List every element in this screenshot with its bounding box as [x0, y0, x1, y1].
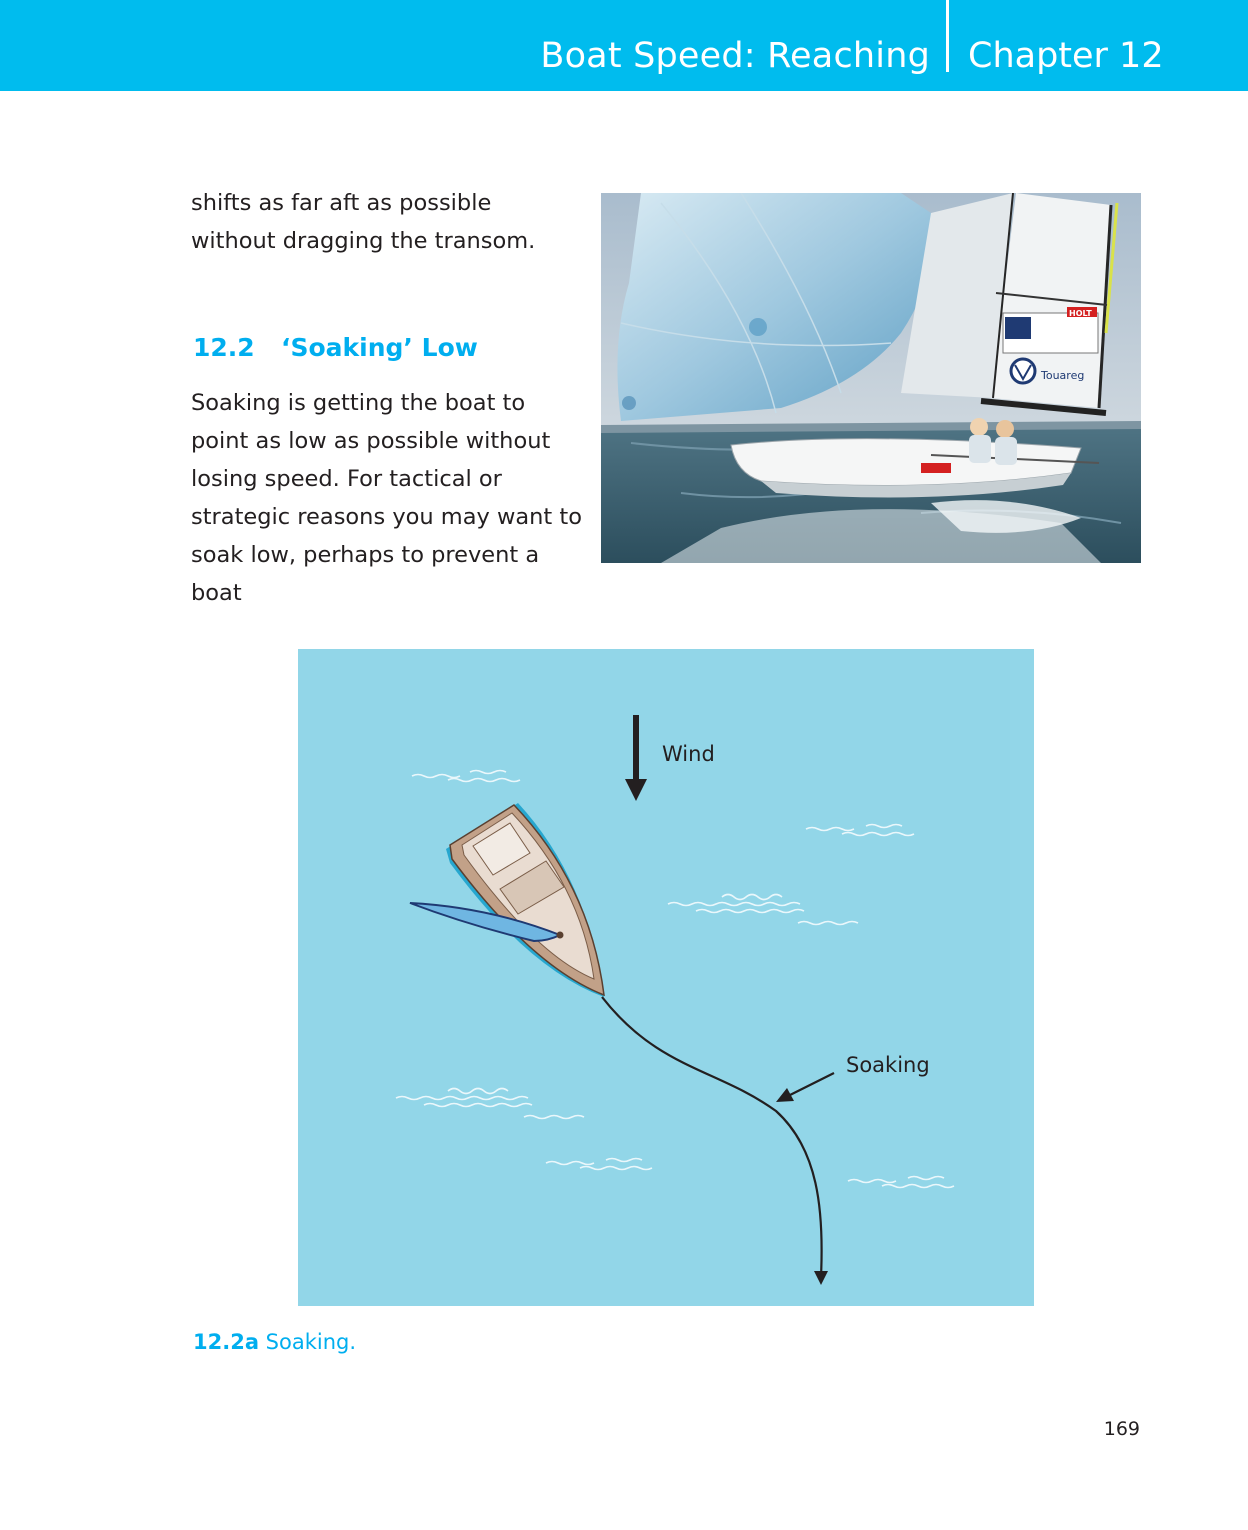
sail-logo-holt: HOLT [1069, 309, 1092, 318]
figure-number: 12.2a [193, 1330, 259, 1354]
chapter-header-bar [0, 0, 1248, 91]
header-chapter-label: Chapter 12 [968, 36, 1164, 76]
section-heading [193, 333, 478, 362]
section-title: ‘Soaking’ Low [281, 333, 478, 362]
wind-label: Wind [662, 742, 715, 766]
figure-caption [193, 1330, 356, 1354]
page-number: 169 [1103, 1418, 1140, 1440]
figure-caption-text: Soaking. [265, 1330, 357, 1354]
sail-logo-touareg: Touareg [1041, 369, 1085, 382]
soaking-label: Soaking [846, 1053, 930, 1077]
header-section-title: Boat Speed: Reaching [540, 36, 930, 76]
body-paragraph-1: shifts as far aft as possible without dragging the transom. [191, 190, 536, 254]
section-number: 12.2 [193, 333, 255, 362]
soaking-diagram [298, 649, 1034, 1306]
body-paragraph-2: Soaking is getting the boat to point as low as possible without losing speed. For tactical or strategic reasons you may want to soak low, perhaps to prevent a boat [191, 390, 582, 606]
header-divider [946, 0, 949, 72]
skiff-photo [601, 193, 1141, 563]
